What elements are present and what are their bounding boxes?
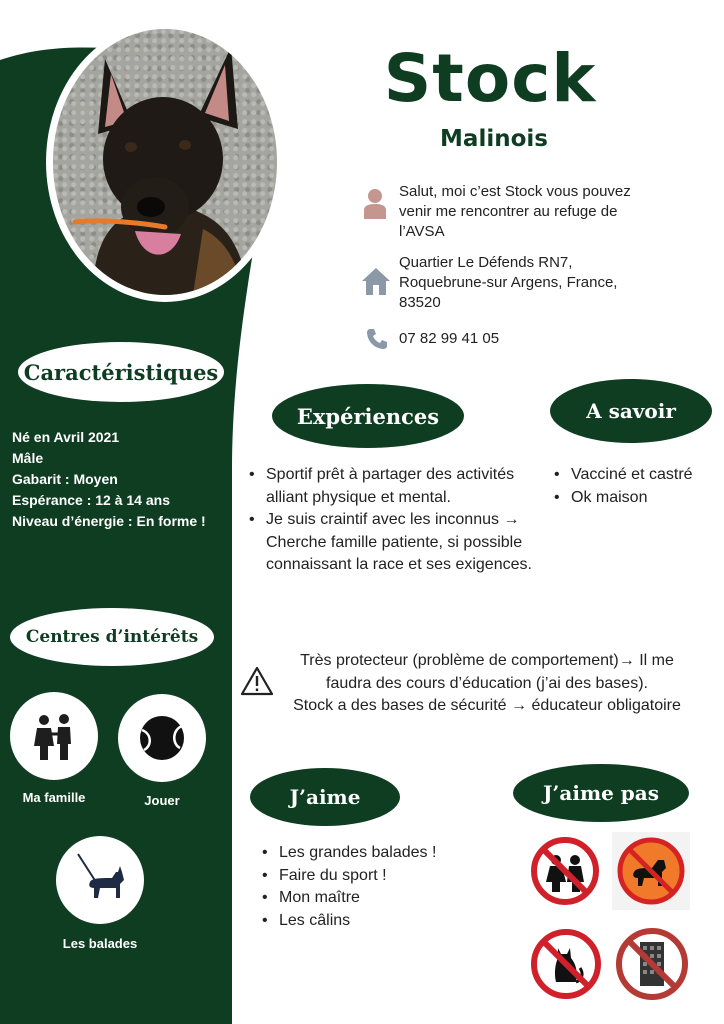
- person-icon: [362, 188, 388, 220]
- no-apartment-icon: [614, 926, 690, 1002]
- caract-lifespan: Espérance : 12 à 14 ans: [12, 492, 170, 508]
- address-text: Quartier Le Défends RN7, Roquebrune-sur Argens, France, 83520: [399, 254, 618, 311]
- dog-photo: [53, 29, 277, 295]
- no-cats-icon: [530, 928, 602, 1000]
- ball-label: Jouer: [144, 793, 180, 808]
- caract-birth: Né en Avril 2021: [12, 429, 120, 445]
- a-savoir-list: [552, 464, 722, 509]
- dog-photo-frame: [46, 22, 284, 302]
- jaime-pas-heading: J’aime pas: [513, 764, 689, 822]
- no-children-icon: [530, 836, 600, 906]
- dog-breed-subtitle: Malinois: [440, 126, 548, 152]
- a-savoir-item: • Vacciné et castré: [552, 464, 722, 487]
- phone-text: 07 82 99 41 05: [399, 330, 500, 347]
- family-circle: [10, 692, 98, 780]
- phone-icon: [366, 328, 388, 350]
- a-savoir-item: • Ok maison: [552, 487, 722, 510]
- warning-line: faudra des cours d’éducation (j’ai des bases).: [326, 674, 648, 692]
- family-label: Ma famille: [22, 790, 86, 805]
- centres-heading: Centres d’intérêts: [10, 608, 214, 666]
- ball-icon: [118, 694, 206, 782]
- caract-sex: Mâle: [12, 450, 44, 466]
- jaime-item: • Mon maître: [260, 887, 480, 910]
- home-icon: [360, 266, 392, 296]
- warning-line: Stock a des bases de sécurité → éducateur obligatoire: [293, 697, 681, 714]
- jaime-heading: J’aime: [250, 768, 400, 826]
- caracteristiques-list: [12, 427, 227, 532]
- a-savoir-heading: A savoir: [550, 379, 712, 443]
- walk-circle: [56, 836, 144, 924]
- dog-walk-icon: [56, 836, 144, 924]
- experience-item: • Je suis craintif avec les inconnus → Cherche famille patiente, si possible connaissant la race et ses exigences.: [247, 509, 547, 577]
- jaime-list: [260, 842, 480, 932]
- warning-icon: [240, 666, 274, 696]
- caracteristiques-heading: Caractéristiques: [18, 342, 224, 402]
- ball-circle: [118, 694, 206, 782]
- family-icon: [10, 692, 98, 780]
- walk-label: Les balades: [62, 936, 138, 951]
- jaime-item: • Les grandes balades !: [260, 842, 480, 865]
- intro-text: Salut, moi c’est Stock vous pouvez venir me rencontrer au refuge de l’AVSA: [399, 183, 631, 240]
- jaime-item: • Faire du sport !: [260, 865, 480, 888]
- no-dogs-icon: [612, 832, 690, 910]
- dog-name-title: Stock: [383, 40, 597, 117]
- warning-line: Très protecteur (problème de comportement)→ Il me: [300, 652, 674, 669]
- experiences-heading: Expériences: [272, 384, 464, 448]
- jaime-item: • Les câlins: [260, 910, 480, 933]
- caract-energy: Niveau d’énergie : En forme !: [12, 513, 206, 529]
- warning-text: [272, 650, 702, 718]
- caract-size: Gabarit : Moyen: [12, 471, 118, 487]
- experiences-list: [247, 464, 547, 577]
- experience-item: • Sportif prêt à partager des activités alliant physique et mental.: [247, 464, 547, 509]
